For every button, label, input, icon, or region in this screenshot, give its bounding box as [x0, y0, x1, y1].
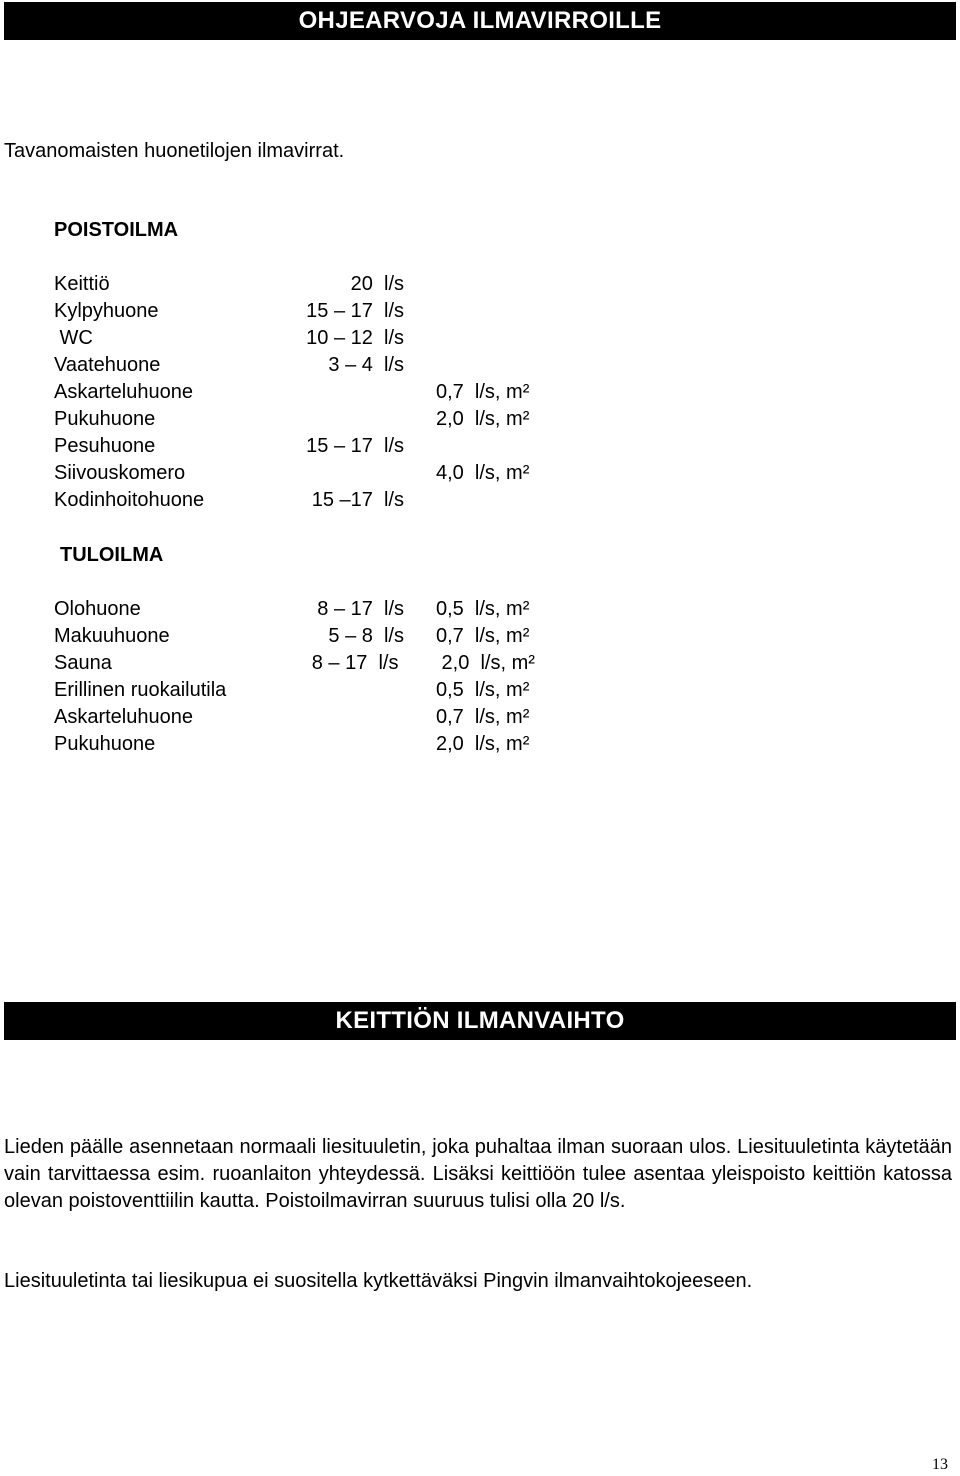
flow-value: 15 –17 l/s [311, 489, 404, 511]
room-name: WC [54, 327, 93, 349]
table-row [0, 327, 960, 354]
poistoilma-heading: POISTOILMA [54, 219, 179, 241]
kitchen-ventilation-heading: KEITTIÖN ILMANVAIHTO [4, 1002, 956, 1040]
table-row [0, 300, 960, 327]
room-name: Pukuhuone [54, 408, 156, 430]
area-flow-value: 4,0 l/s, m² [436, 462, 530, 484]
page-number: 13 [932, 1456, 948, 1473]
flow-value: 20 l/s [350, 273, 404, 295]
table-row [0, 598, 960, 625]
room-name: Kylpyhuone [54, 300, 159, 322]
room-name: Siivouskomero [54, 462, 186, 484]
flow-value: 8 – 17 l/s [311, 652, 404, 674]
table-row [0, 652, 960, 679]
room-name: Sauna [54, 652, 112, 674]
flow-value: 8 – 17 l/s [317, 598, 404, 620]
table-row [0, 733, 960, 760]
room-name: Vaatehuone [54, 354, 161, 376]
kitchen-ventilation-paragraph: Lieden päälle asennetaan normaali liesituuletin, joka puhaltaa ilman suoraan ulos. Liesituuletinta käytetään vain tarvittaessa esim. ruoanlaiton yhteydessä. Lisäksi keittiöön tulee asentaa yleispoisto keittiön katossa olevan poistoventtiilin kautta. Poistoilmavirran suuruus tulisi olla 20 l/s. [4, 1136, 952, 1212]
table-row [0, 408, 960, 435]
flow-value: 3 – 4 l/s [328, 354, 404, 376]
area-flow-value: 2,0 l/s, m² [436, 652, 535, 674]
page-title: OHJEARVOJA ILMAVIRROILLE [4, 2, 956, 40]
area-flow-value: 0,7 l/s, m² [436, 706, 530, 728]
room-name: Pesuhuone [54, 435, 156, 457]
area-flow-value: 0,5 l/s, m² [436, 679, 530, 701]
intro-text: Tavanomaisten huonetilojen ilmavirrat. [4, 140, 345, 162]
room-name: Makuuhuone [54, 625, 170, 647]
table-row [0, 462, 960, 489]
area-flow-value: 0,5 l/s, m² [436, 598, 530, 620]
flow-value: 5 – 8 l/s [328, 625, 404, 647]
room-name: Pukuhuone [54, 733, 156, 755]
table-row [0, 435, 960, 462]
room-name: Askarteluhuone [54, 706, 193, 728]
area-flow-value: 2,0 l/s, m² [436, 733, 530, 755]
area-flow-value: 2,0 l/s, m² [436, 408, 530, 430]
tuloilma-heading: TULOILMA [60, 544, 164, 566]
table-row [0, 625, 960, 652]
table-row [0, 706, 960, 733]
table-row [0, 489, 960, 516]
table-row [0, 354, 960, 381]
flow-value: 15 – 17 l/s [306, 300, 404, 322]
room-name: Keittiö [54, 273, 110, 295]
kitchen-ventilation-note: Liesituuletinta tai liesikupua ei suositella kytkettäväksi Pingvin ilmanvaihtokojeeseen. [4, 1270, 753, 1292]
table-row [0, 679, 960, 706]
room-name: Kodinhoitohuone [54, 489, 205, 511]
flow-value: 15 – 17 l/s [306, 435, 404, 457]
room-name: Askarteluhuone [54, 381, 193, 403]
room-name: Erillinen ruokailutila [54, 679, 227, 701]
table-row [0, 273, 960, 300]
room-name: Olohuone [54, 598, 141, 620]
area-flow-value: 0,7 l/s, m² [436, 381, 530, 403]
area-flow-value: 0,7 l/s, m² [436, 625, 530, 647]
flow-value: 10 – 12 l/s [306, 327, 404, 349]
table-row [0, 381, 960, 408]
